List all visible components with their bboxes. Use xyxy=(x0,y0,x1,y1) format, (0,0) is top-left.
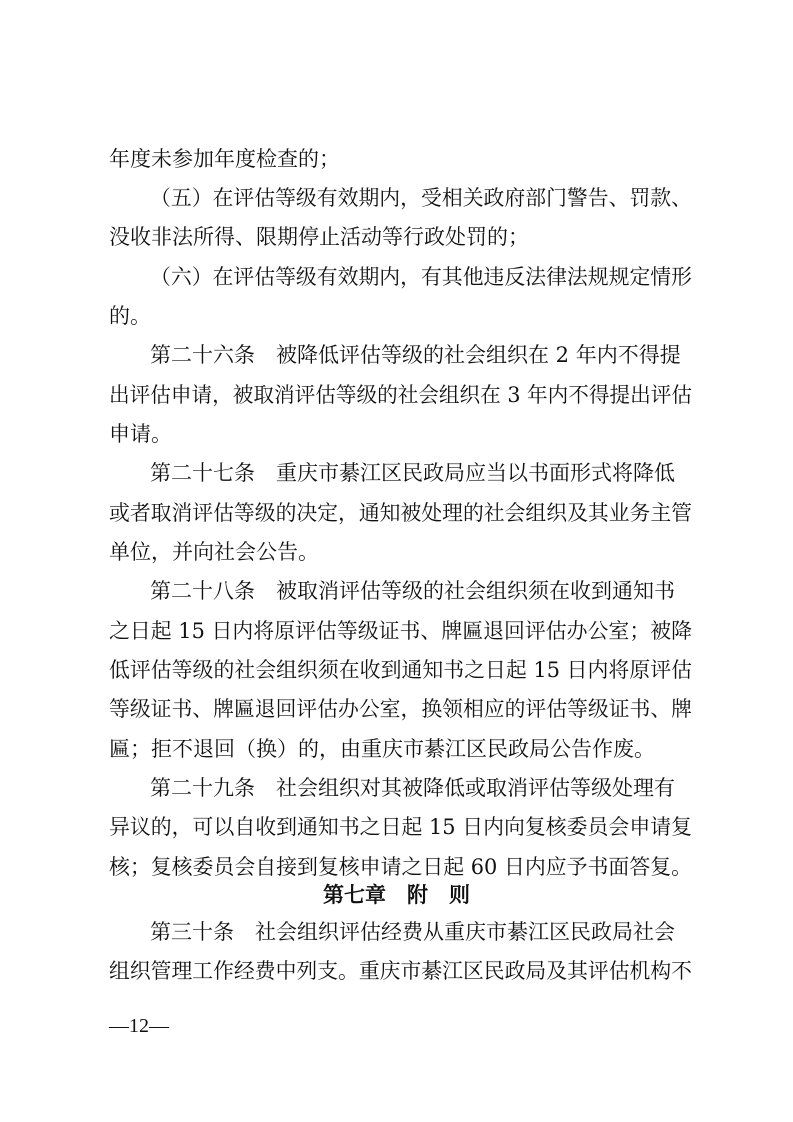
page-number: —12— xyxy=(109,1015,169,1037)
text-line: 没收非法所得、限期停止活动等行政处罚的； xyxy=(109,225,529,249)
text-line: 或者取消评估等级的决定，通知被处理的社会组织及其业务主管 xyxy=(109,501,692,525)
text-line: 的。 xyxy=(109,304,151,328)
text-line: 低评估等级的社会组织须在收到通知书之日起 15 日内将原评估 xyxy=(109,658,692,682)
text-line: 年度未参加年度检查的； xyxy=(109,147,340,171)
text-line: 等级证书、牌匾退回评估办公室，换领相应的评估等级证书、牌 xyxy=(109,697,692,721)
text-line: 组织管理工作经费中列支。重庆市綦江区民政局及其评估机构不 xyxy=(109,959,692,983)
text-line: 之日起 15 日内将原评估等级证书、牌匾退回评估办公室；被降 xyxy=(109,619,692,643)
text-line: （六）在评估等级有效期内，有其他违反法律法规规定情形 xyxy=(150,265,692,289)
text-line: 异议的，可以自收到通知书之日起 15 日内向复核委员会申请复 xyxy=(109,815,692,839)
text-line: 匾；拒不退回（换）的，由重庆市綦江区民政局公告作废。 xyxy=(109,737,655,761)
text-line: 出评估申请，被取消评估等级的社会组织在 3 年内不得提出评估 xyxy=(109,383,692,407)
text-line: （五）在评估等级有效期内，受相关政府部门警告、罚款、 xyxy=(150,186,692,210)
text-line: 第三十条 社会组织评估经费从重庆市綦江区民政局社会 xyxy=(150,920,675,944)
text-line: 核；复核委员会自接到复核申请之日起 60 日内应予书面答复。 xyxy=(109,855,692,879)
text-line: 第二十八条 被取消评估等级的社会组织须在收到通知书 xyxy=(150,579,675,603)
chapter-heading: 第七章 附 则 xyxy=(323,883,470,907)
text-line: 第二十六条 被降低评估等级的社会组织在 2 年内不得提 xyxy=(150,343,681,367)
text-line: 第二十九条 社会组织对其被降低或取消评估等级处理有 xyxy=(150,776,675,800)
text-line: 第二十七条 重庆市綦江区民政局应当以书面形式将降低 xyxy=(150,461,675,485)
text-line: 单位，并向社会公告。 xyxy=(109,540,319,564)
text-line: 申请。 xyxy=(109,422,172,446)
